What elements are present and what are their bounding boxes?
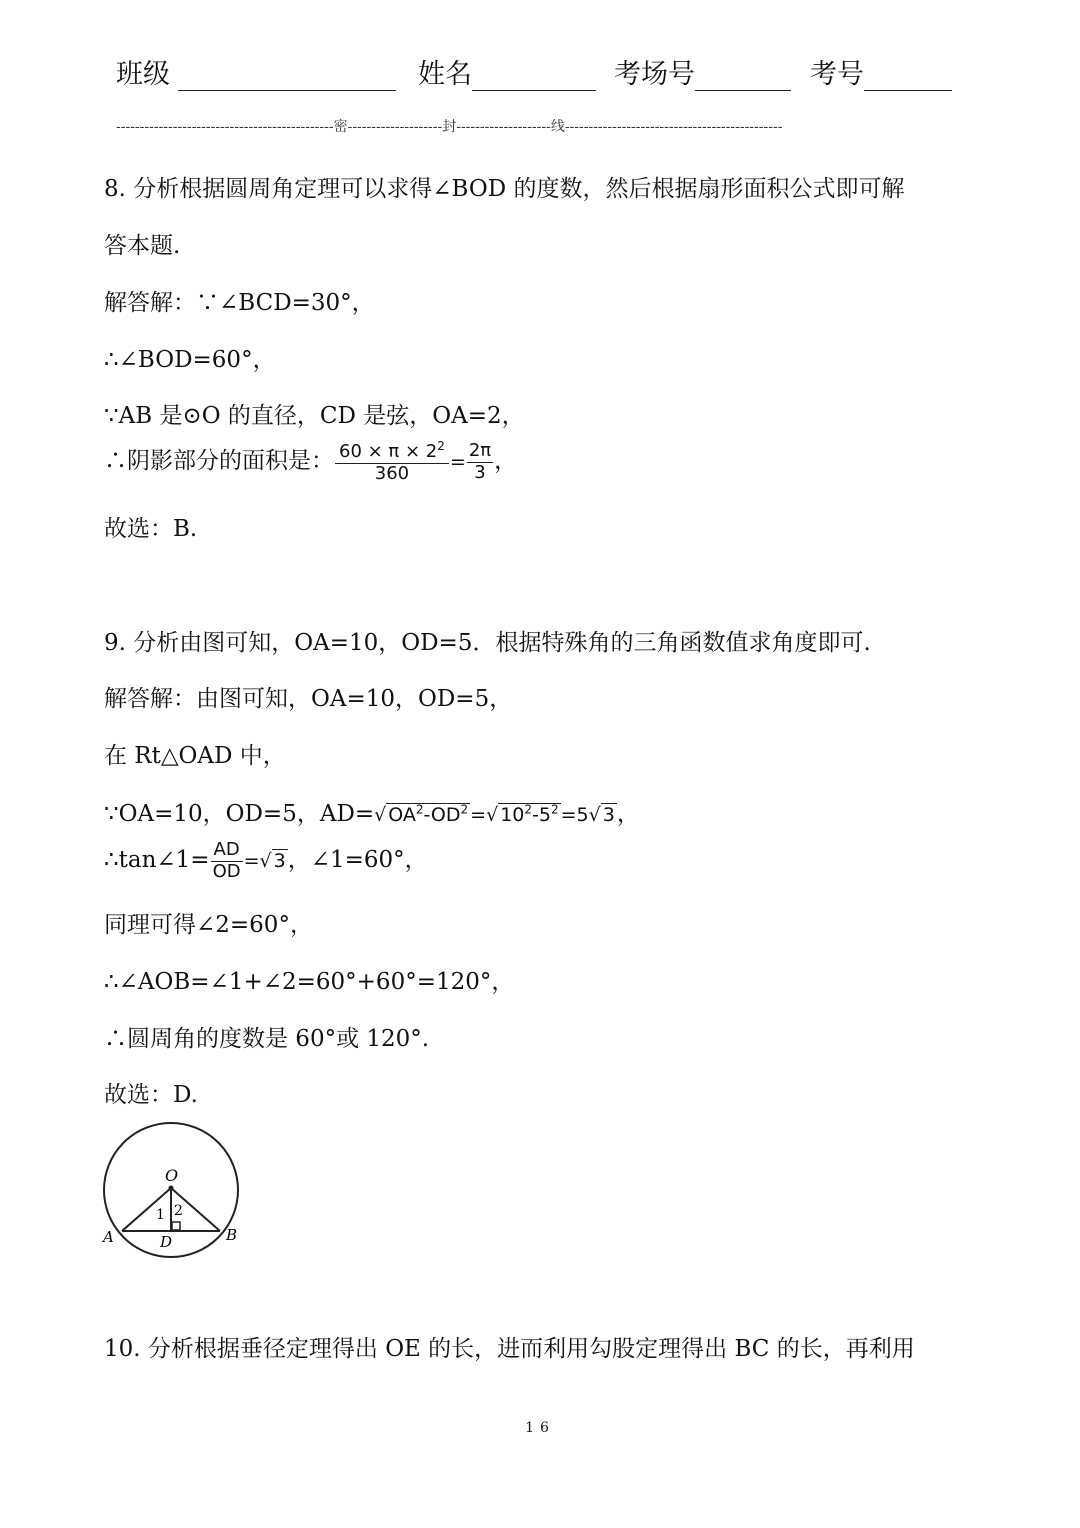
sqrt-1: √ $OA^2-OD^2$ xyxy=(374,802,469,826)
label-d: D xyxy=(160,1233,173,1251)
q8-step4-suffix: ， xyxy=(494,448,518,475)
q9-r3b: 3 xyxy=(602,804,615,826)
seal-line: ----------------------------------------------密--------------------封--------------------线---------------------------------------------- xyxy=(116,119,783,135)
q9-r1d: 2 xyxy=(460,802,469,817)
number-blank xyxy=(864,64,952,91)
name-blank xyxy=(472,64,596,91)
circle-figure xyxy=(98,1118,248,1258)
q8-f1-exp: 2 xyxy=(437,439,445,453)
q8-fraction-2 xyxy=(467,441,493,483)
q10-analysis: 10. 分析根据垂径定理得出 OE 的长，进而利用勾股定理得出 BC 的长，再利用 xyxy=(104,1336,915,1362)
q8-step1: 解答解：∵∠BCD=30°， xyxy=(104,290,375,316)
q8-eq: = xyxy=(449,451,466,474)
number-label-text: 考号 xyxy=(810,59,864,90)
name-label-text: 姓名 xyxy=(418,59,472,90)
q9-frac-den: OD xyxy=(212,860,241,882)
room-label-text: 考场号 xyxy=(614,59,695,90)
q9-step1: 解答解：由图可知，OA=10，OD=5， xyxy=(104,686,513,712)
label-a: A xyxy=(103,1228,114,1246)
room-blank xyxy=(695,64,791,91)
q9-r2c: -5 xyxy=(532,804,551,826)
q8-step4-prefix: ∴阴影部分的面积是： xyxy=(104,448,334,475)
right-angle-mark xyxy=(172,1222,180,1230)
q9-r2d: 2 xyxy=(550,802,559,817)
q9-eq: = xyxy=(470,804,487,826)
q9-step4 xyxy=(104,840,428,882)
label-angle-1: 1 xyxy=(156,1207,165,1223)
q8-step2: ∴∠BOD=60°， xyxy=(104,347,276,373)
room-label xyxy=(614,52,791,91)
q9-step2: 在 Rt△OAD 中， xyxy=(104,743,286,769)
q9-step6: ∴∠AOB=∠1+∠2=60°+60°=120°， xyxy=(104,969,515,995)
q8-fraction-1 xyxy=(335,440,449,484)
q9-step3-suffix: ， xyxy=(616,801,640,827)
q9-step4-suffix: ，∠1=60°， xyxy=(287,847,428,874)
q8-f2-num: 2π xyxy=(468,440,492,461)
q9-step7: ∴圆周角的度数是 60°或 120°. xyxy=(104,1026,430,1052)
q8-analysis-line2: 答本题. xyxy=(104,233,181,259)
q9-r1c: -OD xyxy=(423,804,461,826)
label-b: B xyxy=(226,1226,238,1244)
q9-step3 xyxy=(104,795,640,828)
q9-r2b: 2 xyxy=(524,802,533,817)
class-label-text: 班级 xyxy=(116,59,170,90)
q8-step4 xyxy=(104,440,517,484)
q8-step3: ∵AB 是⊙O 的直径，CD 是弦，OA=2， xyxy=(104,403,525,429)
q9-frac-num: AD xyxy=(211,840,243,862)
q9-step5: 同理可得∠2=60°， xyxy=(104,912,313,938)
q9-analysis: 9. 分析由图可知，OA=10，OD=5．根据特殊角的三角函数值求角度即可. xyxy=(104,630,871,656)
class-label xyxy=(116,52,396,91)
q9-r1b: 2 xyxy=(415,802,424,817)
class-blank xyxy=(178,64,396,91)
q9-step4-prefix: ∴tan∠1= xyxy=(104,847,210,874)
page-number: 16 xyxy=(525,1420,555,1436)
q9-fraction xyxy=(211,840,243,882)
q8-f1-den: 360 xyxy=(374,462,410,484)
q9-r1a: OA xyxy=(388,804,416,826)
sqrt-2: √ $10^2-5^2$ xyxy=(486,802,559,826)
label-angle-2: 2 xyxy=(174,1203,183,1219)
sqrt-4: √ 3 xyxy=(259,850,286,873)
q8-analysis-line1: 8. 分析根据圆周角定理可以求得∠BOD 的度数，然后根据扇形面积公式即可解 xyxy=(104,176,905,202)
number-label xyxy=(810,52,952,91)
name-label xyxy=(418,52,596,91)
label-o: O xyxy=(165,1166,179,1185)
q9-r3: =5 xyxy=(560,804,589,826)
center-point xyxy=(169,1186,174,1191)
q9-r2a: 10 xyxy=(500,804,525,826)
q8-answer: 故选：B. xyxy=(104,516,198,542)
q9-step4-eq: = xyxy=(243,850,260,873)
q9-step3-prefix: ∵OA=10，OD=5，AD= xyxy=(104,801,375,827)
q9-answer: 故选：D. xyxy=(104,1082,198,1108)
q8-f2-den: 3 xyxy=(474,461,486,483)
q8-f1-num: 60 × π × 2 xyxy=(339,441,438,462)
q9-root-3: 3 xyxy=(273,850,286,873)
sqrt-3: √ 3 xyxy=(588,804,615,826)
